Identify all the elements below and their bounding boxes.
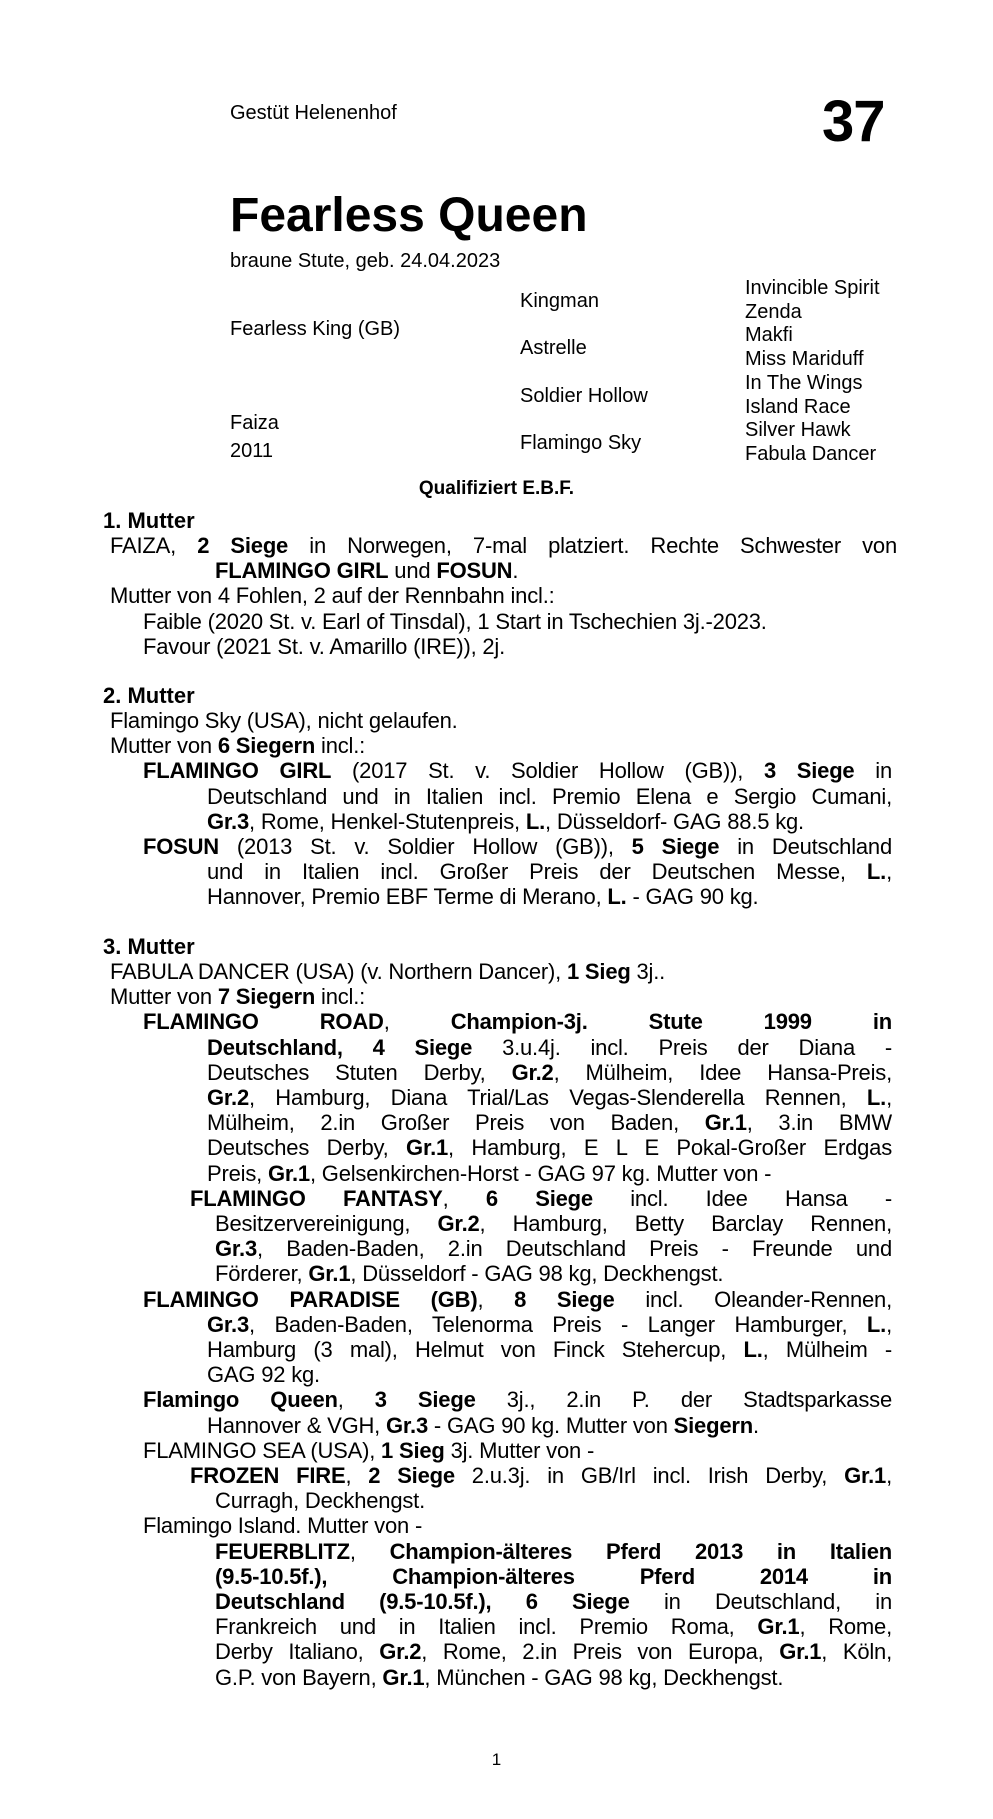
- bold-run: FOSUN: [143, 834, 220, 859]
- text-run: .: [512, 558, 519, 584]
- text-line: [207, 1312, 892, 1338]
- bold-run: L.: [866, 1085, 887, 1110]
- text-run: (2017 St. v. Soldier Hollow (GB)),: [331, 758, 764, 784]
- text-run: , Rome, 2.in Preis von Europa,: [421, 1639, 780, 1665]
- text-run: Deutsches Derby,: [207, 1135, 407, 1161]
- text-line: [215, 1564, 892, 1590]
- bold-run: 7 Siegern: [217, 984, 316, 1010]
- text-run: und in Italien incl. Großer Preis der Deutschen Messe,: [207, 859, 867, 885]
- bold-run: Gr.1: [779, 1639, 822, 1665]
- text-line: [215, 558, 518, 584]
- text-run: ,: [442, 1185, 486, 1211]
- text-line: [215, 1589, 892, 1615]
- text-line: [110, 733, 365, 759]
- text-line: [110, 533, 897, 559]
- text-run: in: [854, 758, 892, 784]
- bold-run: FROZEN FIRE: [190, 1463, 346, 1488]
- text-run: Deutsches Stuten Derby,: [207, 1059, 512, 1085]
- text-run: Hamburg (3 mal), Helmut von Finck Stehercup,: [207, 1337, 744, 1362]
- text-line: [215, 1639, 892, 1665]
- bold-run: 8 Siege: [514, 1286, 615, 1312]
- text-run: in Deutschland, in: [629, 1589, 892, 1614]
- pedigree-gen3-8: Fabula Dancer: [745, 443, 877, 465]
- bold-run: L.: [866, 1311, 887, 1337]
- text-line: [110, 959, 665, 985]
- text-run: Mutter von 4 Fohlen, 2 auf der Rennbahn incl.:: [110, 583, 555, 609]
- text-run: Mutter von: [110, 984, 218, 1010]
- bold-run: Gr.3: [207, 808, 250, 834]
- text-run: Derby Italiano,: [215, 1639, 380, 1665]
- text-line: [110, 583, 555, 609]
- bold-run: 2 Siege: [368, 1463, 455, 1488]
- text-run: - GAG 90 kg.: [626, 884, 759, 910]
- text-line: [110, 708, 458, 734]
- horse-description: braune Stute, geb. 24.04.2023: [230, 250, 501, 272]
- text-run: Curragh, Deckhengst.: [215, 1488, 425, 1514]
- text-line: [143, 758, 892, 784]
- text-run: Preis,: [207, 1160, 268, 1186]
- bold-run: Gr.1: [704, 1110, 747, 1136]
- bold-run: Gr.3: [207, 1311, 250, 1337]
- bold-run: (9.5-10.5f.), Champion-älteres Pferd 2014 in: [215, 1563, 892, 1589]
- text-run: ,: [886, 1463, 892, 1488]
- text-line: [215, 1236, 892, 1262]
- text-run: ,: [477, 1286, 515, 1312]
- bold-run: 6 Siege: [485, 1185, 593, 1211]
- bold-run: FEUERBLITZ: [215, 1538, 350, 1564]
- pedigree-gen3-1: Invincible Spirit: [745, 277, 880, 299]
- text-line: [215, 1539, 892, 1565]
- text-run: , Düsseldorf - GAG 98 kg, Deckhengst.: [350, 1261, 724, 1287]
- text-run: FAIZA,: [110, 533, 198, 558]
- text-line: [143, 1513, 422, 1539]
- text-run: FLAMINGO SEA (USA),: [143, 1437, 382, 1463]
- pedigree-dam-dam: Flamingo Sky: [520, 432, 642, 454]
- text-run: ,: [886, 1085, 892, 1110]
- text-line: [207, 784, 892, 810]
- bold-run: FLAMINGO FANTASY: [190, 1185, 443, 1211]
- text-line: [143, 1438, 594, 1464]
- text-run: Flamingo Sky (USA), nicht gelaufen.: [110, 708, 458, 733]
- text-line: [215, 1211, 892, 1237]
- stud-name: Gestüt Helenenhof: [230, 102, 397, 124]
- bold-run: 3 Siege: [374, 1387, 476, 1413]
- text-run: Förderer,: [215, 1261, 309, 1287]
- bold-run: Gr.1: [406, 1135, 449, 1161]
- text-run: und: [388, 558, 437, 584]
- bold-run: Gr.1: [267, 1160, 310, 1186]
- text-line: [190, 1463, 892, 1489]
- bold-run: FLAMINGO ROAD: [143, 1009, 384, 1035]
- text-run: ,: [337, 1387, 375, 1413]
- pedigree-dam-year: 2011: [230, 440, 274, 462]
- pedigree-gen3-5: In The Wings: [745, 372, 863, 394]
- pedigree-gen3-2: Zenda: [745, 301, 802, 323]
- text-line: [143, 1387, 892, 1413]
- text-run: , München - GAG 98 kg, Deckhengst.: [424, 1664, 784, 1690]
- text-run: in Deutschland: [719, 834, 892, 859]
- text-run: , Hamburg, Betty Barclay Rennen,: [479, 1211, 892, 1236]
- text-run: Favour (2021 St. v. Amarillo (IRE)), 2j.: [143, 633, 506, 659]
- text-line: [207, 859, 892, 885]
- text-run: incl. Oleander-Rennen,: [614, 1286, 892, 1312]
- text-run: Mutter von: [110, 733, 218, 759]
- pedigree-sire: Fearless King (GB): [230, 318, 401, 340]
- text-run: Frankreich und in Italien incl. Premio Roma,: [215, 1614, 758, 1640]
- bold-run: Gr.2: [207, 1085, 250, 1110]
- pedigree-gen3-3: Makfi: [745, 324, 793, 346]
- text-line: [207, 884, 758, 910]
- text-line: [207, 1060, 892, 1086]
- bold-run: 5 Siege: [631, 834, 720, 859]
- text-run: Hannover & VGH,: [207, 1412, 386, 1438]
- text-run: Faible (2020 St. v. Earl of Tinsdal), 1 Start in Tschechien 3j.-2023.: [143, 608, 767, 634]
- bold-run: Flamingo Queen: [143, 1387, 338, 1413]
- text-run: incl. Idee Hansa -: [592, 1185, 893, 1211]
- bold-run: Gr.2: [437, 1211, 480, 1236]
- pedigree-gen3-7: Silver Hawk: [745, 419, 851, 441]
- bold-run: FLAMINGO GIRL: [215, 558, 389, 584]
- text-line: [215, 1665, 783, 1691]
- bold-run: Gr.1: [757, 1614, 800, 1640]
- text-run: 3j. Mutter von -: [444, 1437, 595, 1463]
- pedigree-table: [0, 0, 993, 480]
- text-line: [207, 1161, 771, 1187]
- text-run: 3j., 2.in P. der Stadtsparkasse: [475, 1387, 892, 1413]
- text-line: [215, 1261, 723, 1287]
- qualification-note: Qualifiziert E.B.F.: [418, 478, 575, 499]
- bold-run: FLAMINGO GIRL: [143, 758, 332, 784]
- text-run: Mülheim, 2.in Großer Preis von Baden,: [207, 1110, 705, 1136]
- section-title-3rd-dam: 3. Mutter: [103, 934, 195, 959]
- text-run: Flamingo Island. Mutter von -: [143, 1513, 423, 1539]
- text-run: incl.:: [315, 733, 366, 759]
- pedigree-gen3-4: Miss Mariduff: [745, 348, 864, 370]
- bold-run: 6 Siegern: [217, 733, 316, 759]
- text-run: , Baden-Baden, 2.in Deutschland Preis - Freunde und: [257, 1236, 892, 1262]
- text-line: [215, 1488, 425, 1514]
- text-run: , Köln,: [821, 1639, 892, 1665]
- text-run: , Rome, Henkel-Stutenpreis,: [249, 808, 526, 834]
- text-run: , Hamburg, E L E Pokal-Großer Erdgas: [448, 1135, 893, 1161]
- text-run: , Mülheim, Idee Hansa-Preis,: [553, 1059, 892, 1085]
- text-line: [207, 1413, 759, 1439]
- bold-run: 2 Siege: [197, 533, 289, 558]
- bold-run: L.: [607, 884, 627, 910]
- text-run: , 3.in BMW: [746, 1110, 892, 1136]
- bold-run: Gr.3: [215, 1236, 258, 1262]
- bold-run: Gr.2: [379, 1639, 422, 1665]
- text-run: , Rome,: [799, 1614, 892, 1640]
- text-run: incl.:: [315, 984, 366, 1010]
- bold-run: Gr.3: [386, 1412, 429, 1438]
- bold-run: L.: [866, 859, 887, 885]
- text-run: Besitzervereinigung,: [215, 1211, 438, 1236]
- bold-run: 1 Sieg: [381, 1437, 445, 1463]
- section-title-2nd-dam: 2. Mutter: [103, 683, 195, 708]
- text-run: ,: [383, 1009, 451, 1035]
- bold-run: FOSUN: [436, 558, 513, 584]
- text-run: in Norwegen, 7-mal platziert. Rechte Schwester von: [288, 533, 897, 558]
- text-run: - GAG 90 kg. Mutter von: [428, 1412, 674, 1438]
- bold-run: Gr.1: [844, 1463, 887, 1488]
- pedigree-sire-dam: Astrelle: [520, 337, 587, 359]
- text-line: [110, 984, 365, 1010]
- text-run: , Mülheim -: [762, 1337, 892, 1362]
- bold-run: Gr.1: [382, 1664, 425, 1690]
- bold-run: L.: [743, 1337, 763, 1362]
- text-run: Deutschland und in Italien incl. Premio Elena e Sergio Cumani,: [207, 783, 892, 809]
- text-run: G.P. von Bayern,: [215, 1664, 383, 1690]
- text-line: [143, 634, 505, 660]
- text-line: [207, 809, 804, 835]
- bold-run: Deutschland (9.5-10.5f.), 6 Siege: [215, 1589, 630, 1614]
- bold-run: 1 Sieg: [566, 959, 631, 984]
- text-run: ,: [349, 1538, 390, 1564]
- text-run: ,: [886, 859, 892, 885]
- text-line: [215, 1614, 892, 1640]
- pedigree-sire-sire: Kingman: [520, 290, 599, 312]
- text-run: GAG 92 kg.: [207, 1362, 320, 1388]
- text-run: Hannover, Premio EBF Terme di Merano,: [207, 884, 608, 910]
- text-run: 3j..: [630, 959, 666, 984]
- text-run: , Düsseldorf- GAG 88.5 kg.: [545, 808, 804, 834]
- text-run: ,: [345, 1463, 369, 1488]
- pedigree-dam: Faiza: [230, 412, 279, 434]
- text-line: [207, 1362, 320, 1388]
- text-line: [143, 1287, 892, 1313]
- text-run: (2013 St. v. Soldier Hollow (GB)),: [219, 834, 632, 859]
- text-line: [143, 609, 767, 635]
- text-line: [207, 1135, 892, 1161]
- bold-run: Gr.1: [308, 1261, 351, 1287]
- text-run: ,: [886, 1311, 892, 1337]
- lot-number: 37: [822, 89, 885, 154]
- text-run: , Hamburg, Diana Trial/Las Vegas-Slenderella Rennen,: [249, 1085, 867, 1110]
- text-line: [207, 1337, 892, 1363]
- horse-name: Fearless Queen: [230, 189, 588, 242]
- text-line: [207, 1035, 892, 1061]
- bold-run: Deutschland, 4 Siege: [207, 1034, 473, 1060]
- text-line: [190, 1186, 892, 1212]
- bold-run: FLAMINGO PARADISE (GB): [143, 1286, 478, 1312]
- bold-run: Siegern: [673, 1412, 753, 1438]
- text-run: 3.u.4j. incl. Preis der Diana -: [472, 1034, 892, 1060]
- text-run: , Baden-Baden, Telenorma Preis - Langer Hamburger,: [249, 1311, 867, 1337]
- pedigree-gen3-6: Island Race: [745, 396, 851, 418]
- text-line: [207, 1110, 892, 1136]
- text-run: , Gelsenkirchen-Horst - GAG 97 kg. Mutter von -: [309, 1160, 772, 1186]
- page-number: 1: [491, 1750, 502, 1769]
- text-run: .: [752, 1412, 759, 1438]
- bold-run: Gr.2: [511, 1059, 554, 1085]
- text-run: FABULA DANCER (USA) (v. Northern Dancer),: [110, 959, 567, 984]
- text-run: 2.u.3j. in GB/Irl incl. Irish Derby,: [454, 1463, 845, 1488]
- text-line: [143, 834, 892, 860]
- bold-run: Champion-älteres Pferd 2013 in Italien: [389, 1538, 892, 1564]
- text-line: [207, 1085, 892, 1111]
- pedigree-dam-sire: Soldier Hollow: [520, 385, 648, 407]
- section-title-1st-dam: 1. Mutter: [103, 508, 195, 533]
- bold-run: 3 Siege: [763, 758, 855, 784]
- bold-run: L.: [525, 808, 546, 834]
- bold-run: Champion-3j. Stute 1999 in: [450, 1009, 893, 1035]
- text-line: [143, 1009, 892, 1035]
